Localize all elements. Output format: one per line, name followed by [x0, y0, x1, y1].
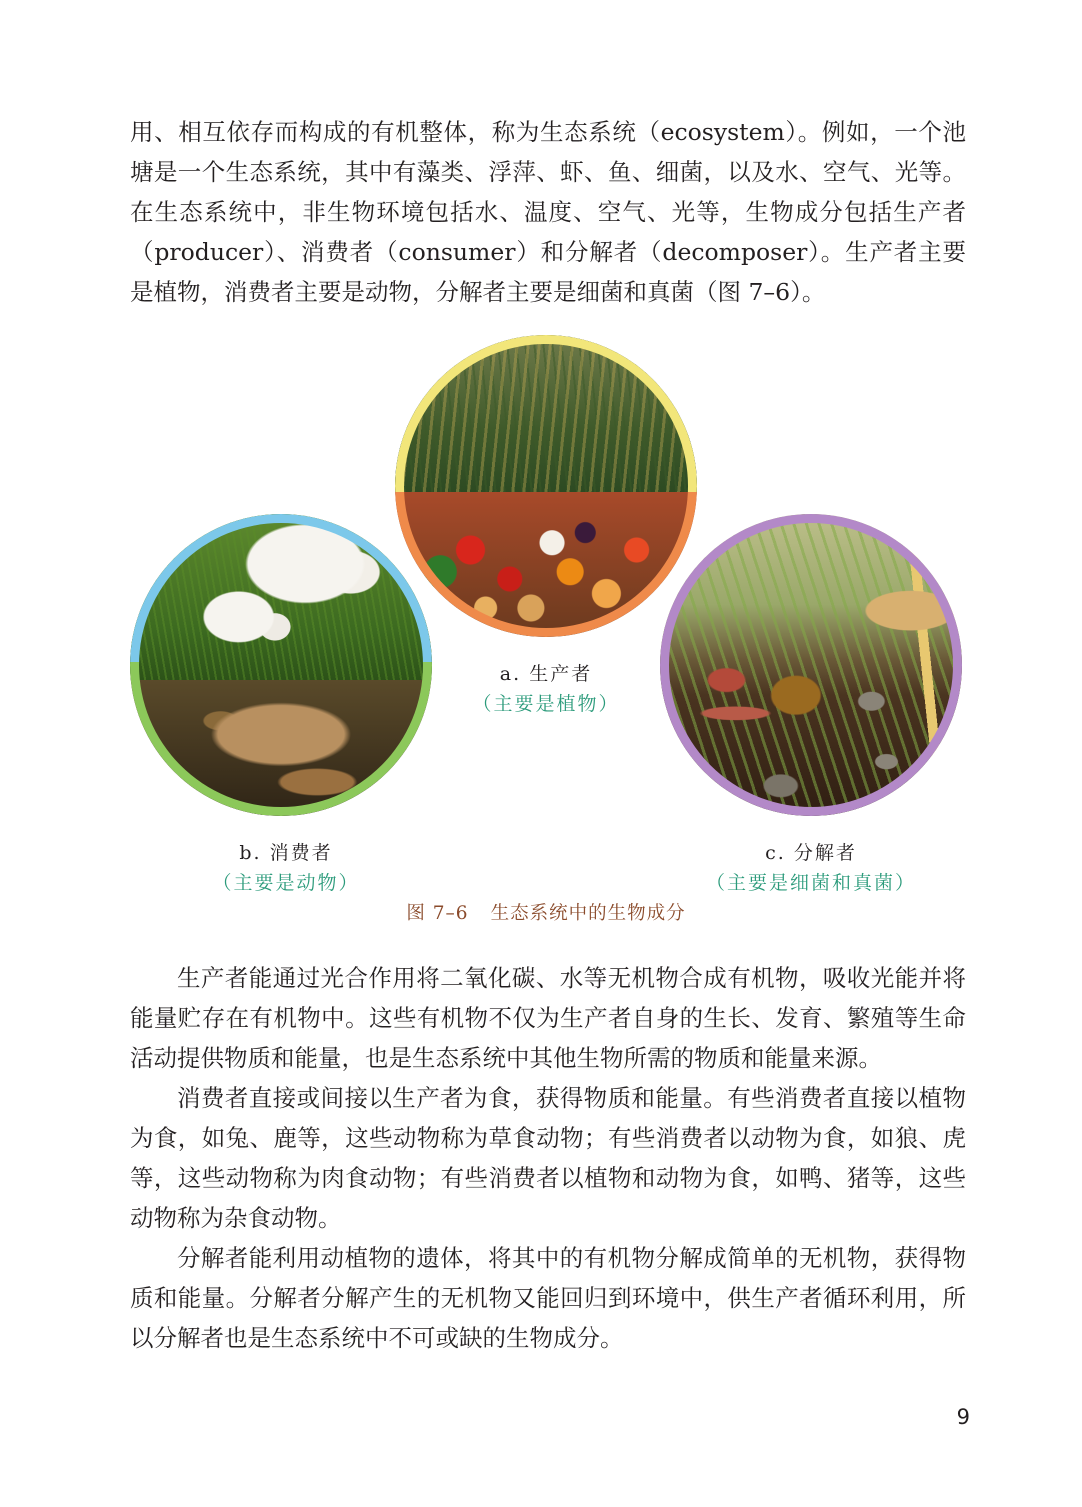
figure-title: 生态系统中的生物成分 [490, 903, 686, 924]
consumer-paragraph: 消费者直接或间接以生产者为食，获得物质和能量。有些消费者直接以植物为食，如兔、鹿等，这些动物称为草食动物；有些消费者以动物为食，如狼、虎等，这些动物称为肉食动物；有些消费者以植物和动物为食，如鸭、猪等，这些动物称为杂食动物。 [130, 1084, 966, 1232]
wheat-field-image [395, 335, 697, 492]
producer-note: （主要是植物） [472, 693, 620, 715]
consumer-note: （主要是动物） [212, 872, 360, 894]
goats-image [130, 514, 432, 680]
decomposer-note: （主要是细菌和真菌） [705, 872, 916, 894]
producer-label: a. 生产者 [499, 663, 593, 685]
producer-photo [395, 335, 697, 637]
soil-mushroom-image [660, 514, 962, 816]
vegetables-image [395, 492, 697, 637]
figure-number: 图 7–6 [406, 903, 469, 924]
intro-paragraph: 用、相互依存而构成的有机整体，称为生态系统（ecosystem）。例如，一个池塘是一个生态系统，其中有藻类、浮萍、虾、鱼、细菌，以及水、空气、光等。在生态系统中，非生物环境包括水、温度、空气、光等，生物成分包括生产者（producer）、消费者（consumer）和分解者（decomposer）。生产者主要是植物，消费者主要是动物，分解者主要是细菌和真菌（图 7–6）。 [130, 118, 966, 306]
frog-image [130, 680, 432, 816]
page-number: 9 [956, 1405, 970, 1429]
producer-caption [440, 659, 652, 719]
producer-paragraph: 生产者能通过光合作用将二氧化碳、水等无机物合成有机物，吸收光能并将能量贮存在有机物中。这些有机物不仅为生产者自身的生长、发育、繁殖等生命活动提供物质和能量，也是生态系统中其他生物所需的物质和能量来源。 [130, 964, 966, 1072]
consumer-photo [130, 514, 432, 816]
decomposer-paragraph: 分解者能利用动植物的遗体，将其中的有机物分解成简单的无机物，获得物质和能量。分解者分解产生的无机物又能回归到环境中，供生产者循环利用，所以分解者也是生态系统中不可或缺的生物成分。 [130, 1244, 966, 1352]
consumer-caption [180, 838, 392, 898]
decomposer-photo [660, 514, 962, 816]
figure-caption [300, 900, 792, 928]
decomposer-caption [700, 838, 922, 898]
decomposer-label: c. 分解者 [765, 842, 857, 864]
consumer-label: b. 消费者 [239, 842, 333, 864]
